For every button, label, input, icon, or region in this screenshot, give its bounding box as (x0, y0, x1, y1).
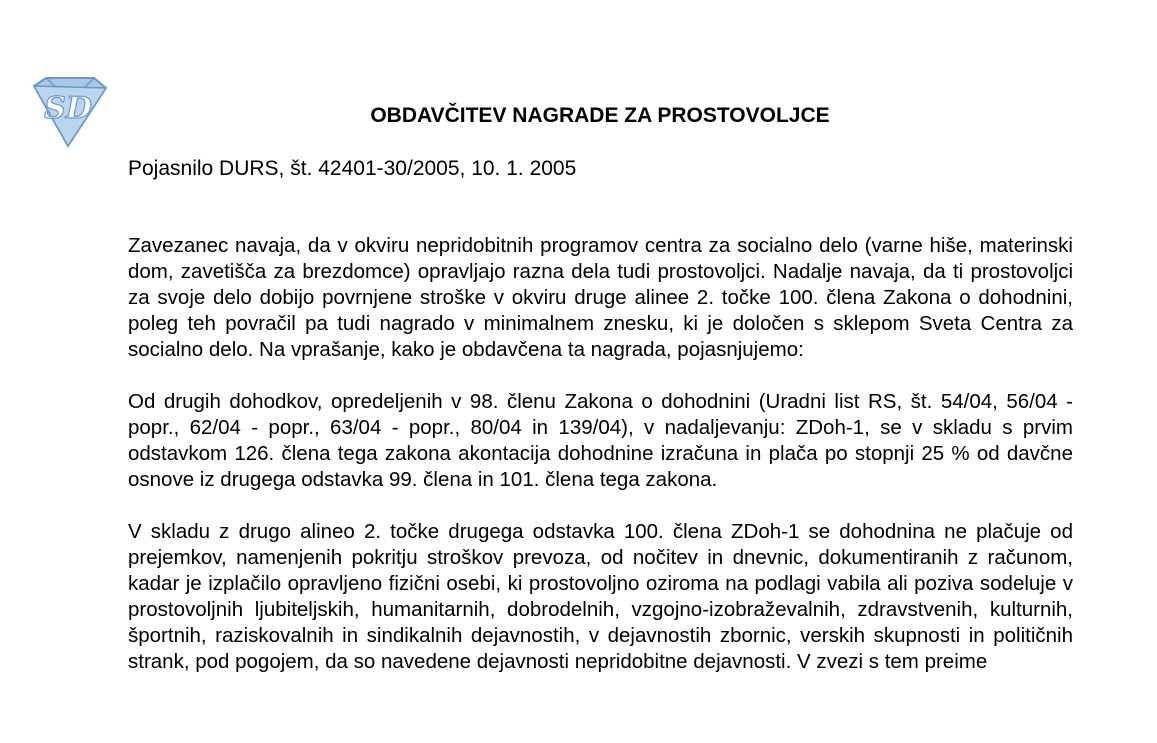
paragraph: Od drugih dohodkov, opredeljenih v 98. členu Zakona o dohodnini (Uradni list RS, št. 54/04, 56/04 - popr., 62/04 - popr., 63/04 - popr., 80/04 in 139/04), v nadaljevanju: ZDoh-1, se v skladu s prvim odstavkom 126. člena tega zakona akontacija dohodnine izračuna in plača po stopnji 25 % od davčne osnove iz drugega odstavka 99. člena in 101. člena tega zakona. (128, 390, 1073, 491)
logo-monogram: SD (44, 91, 92, 126)
document-body (128, 233, 1073, 701)
document-reference: Pojasnilo DURS, št. 42401-30/2005, 10. 1. 2005 (128, 157, 577, 180)
paragraph: Zavezanec navaja, da v okviru nepridobitnih programov centra za socialno delo (varne hiše, materinski dom, zavetišča za brezdomce) opravljajo razna dela tudi prostovoljci. Nadalje navaja, da ti prostovoljci za svoje delo dobijo povrnjene stroške v okviru druge alinee 2. točke 100. člena Zakona o dohodnini, poleg teh povračil pa tudi nagrado v minimalnem znesku, ki je določen s sklepom Sveta Centra za socialno delo. Na vprašanje, kako je obdavčena ta nagrada, pojasnjujemo: (128, 234, 1073, 361)
page-title: OBDAVČITEV NAGRADE ZA PROSTOVOLJCE (370, 104, 830, 127)
paragraph: V skladu z drugo alineo 2. točke drugega odstavka 100. člena ZDoh-1 se dohodnina ne plačuje od prejemkov, namenjenih pokritju stroškov prevoza, od nočitev in dnevnic, dokumentiranih z računom, kadar je izplačilo opravljeno fizični osebi, ki prostovoljno oziroma na podlagi vabila ali poziva sodeluje v prostovoljnih ljubiteljskih, humanitarnih, dobrodelnih, vzgojno-izobraževalnih, zdravstvenih, kulturnih, športnih, raziskovalnih in sindikalnih dejavnostih, v dejavnostih zbornic, verskih skupnosti in političnih strank, pod pogojem, da so navedene dejavnosti nepridobitne dejavnosti. V zvezi s tem preime (128, 520, 1073, 673)
